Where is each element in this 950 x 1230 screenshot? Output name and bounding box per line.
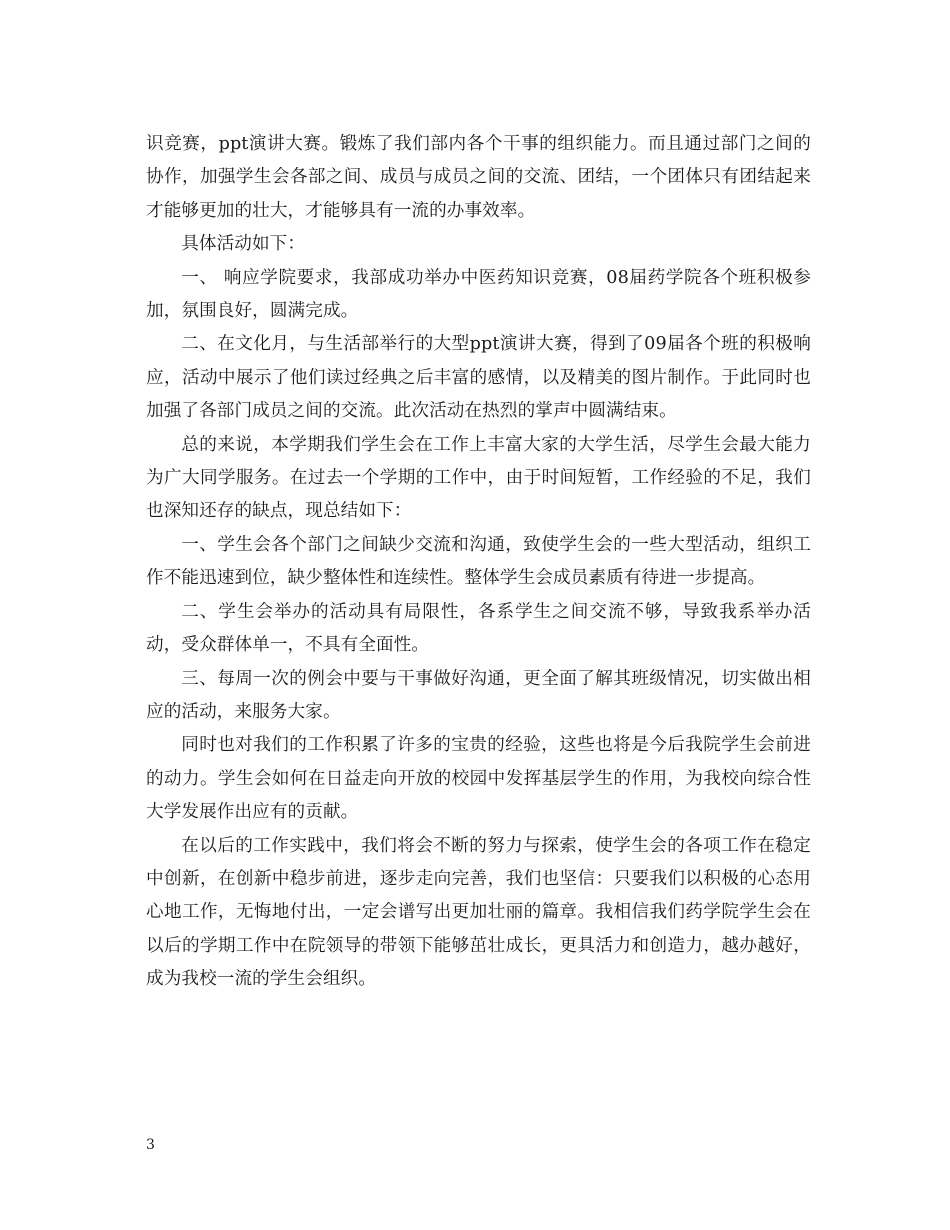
paragraph: 总的来说，本学期我们学生会在工作上丰富大家的大学生活，尽学生会最大能力为广大同学服务。在过去一个学期的工作中，由于时间短暂，工作经验的不足，我们也深知还存的缺点，现总结如下：	[146, 434, 811, 522]
paragraph: 在以后的工作实践中，我们将会不断的努力与探索，使学生会的各项工作在稳定中创新，在创新中稳步前进，逐步走向完善，我们也坚信：只要我们以积极的心态用心地工作，无悔地付出，一定会谱写出更加壮丽的篇章。我相信我们药学院学生会在以后的学期工作中在院领导的带领下能够茁壮成长，更具活力和创造力，越办越好，成为我校一流的学生会组织。	[146, 835, 811, 990]
paragraph: 识竞赛，ppt演讲大赛。锻炼了我们部内各个干事的组织能力。而且通过部门之间的协作，加强学生会各部之间、成员与成员之间的交流、团结，一个团体只有团结起来才能够更加的壮大，才能够具有一流的办事效率。	[146, 134, 811, 221]
paragraph: 三、每周一次的例会中要与干事做好沟通，更全面了解其班级情况，切实做出相应的活动，来服务大家。	[146, 668, 811, 722]
page-number: 3	[146, 1137, 155, 1153]
paragraph: 一、学生会各个部门之间缺少交流和沟通，致使学生会的一些大型活动，组织工作不能迅速到位，缺少整体性和连续性。整体学生会成员素质有待进一步提高。	[146, 534, 811, 589]
paragraph: 具体活动如下：	[181, 234, 306, 255]
paragraph: 同时也对我们的工作积累了许多的宝贵的经验，这些也将是今后我院学生会前进的动力。学生会如何在日益走向开放的校园中发挥基层学生的作用，为我校向综合性大学发展作出应有的贡献。	[146, 735, 811, 823]
document-body	[146, 128, 811, 997]
paragraph: 一、 响应学院要求，我部成功举办中医药知识竞赛，08届药学院各个班积极参加，氛围良好，圆满完成。	[146, 267, 811, 322]
paragraph: 二、在文化月，与生活部举行的大型ppt演讲大赛，得到了09届各个班的积极响应，活动中展示了他们读过经典之后丰富的感情，以及精美的图片制作。于此同时也加强了各部门成员之间的交流。此次活动在热烈的掌声中圆满结束。	[146, 334, 811, 422]
paragraph: 二、学生会举办的活动具有局限性，各系学生之间交流不够，导致我系举办活动，受众群体单一，不具有全面性。	[146, 601, 811, 656]
